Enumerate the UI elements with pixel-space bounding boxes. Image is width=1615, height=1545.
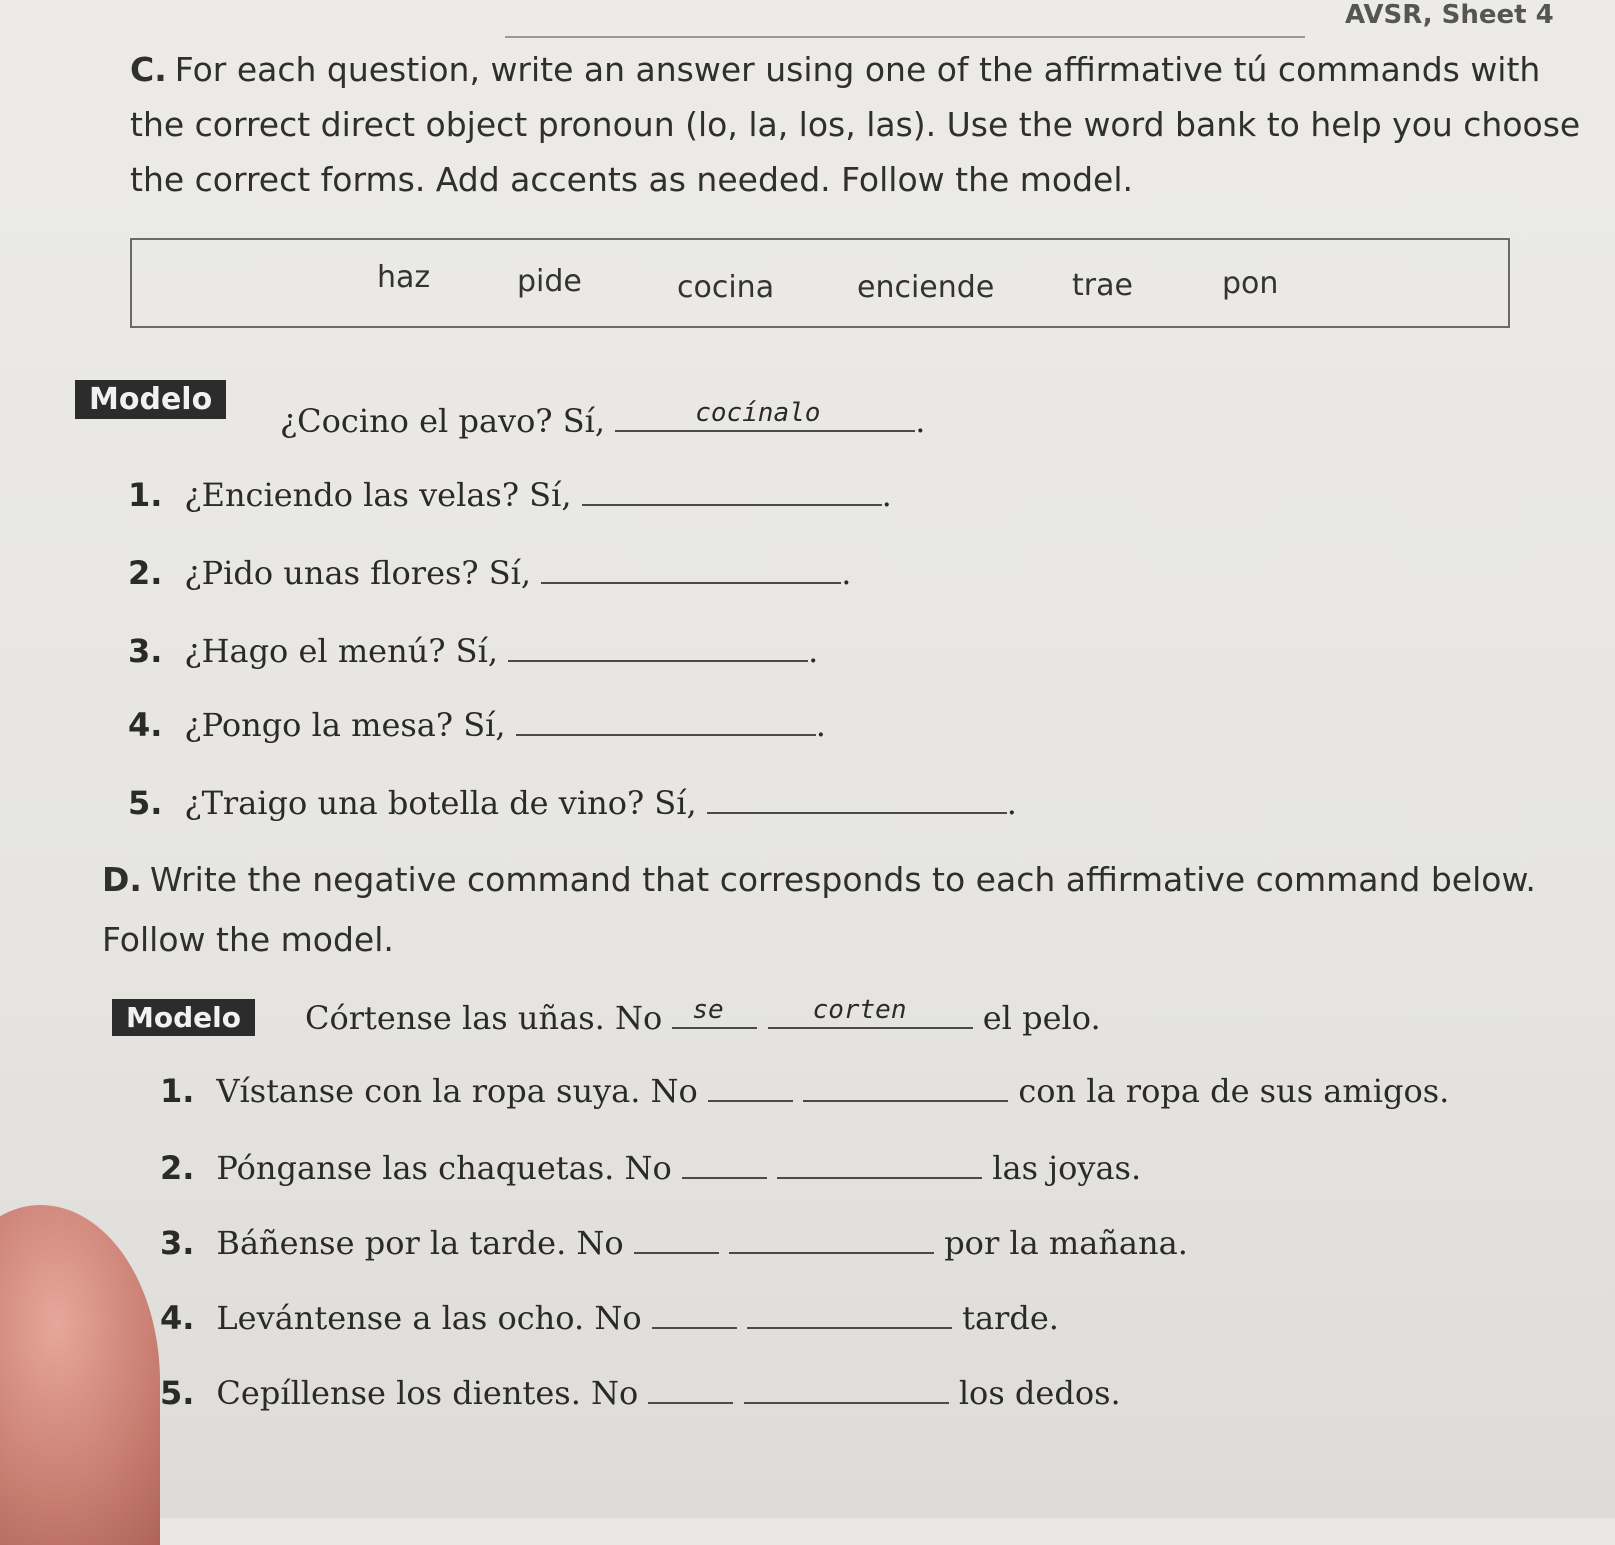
d-item-5 [160, 1370, 1121, 1412]
item-number: 3. [160, 1224, 195, 1262]
period: . [841, 554, 852, 592]
c-item-1 [128, 472, 892, 514]
section-c-instruction-line2: the correct direct object pronoun (lo, la, los, las). Use the word bank to help you choose [130, 105, 1581, 144]
model-c-answer: cocínalo [695, 398, 821, 428]
thumb-image [0, 1205, 160, 1545]
item-prefix: Pónganse las chaquetas. No [216, 1149, 672, 1187]
answer-blank[interactable] [582, 472, 882, 506]
d-item-4 [160, 1295, 1059, 1337]
section-c-text1: For each question, write an answer using one of the affirmative tú commands with [174, 50, 1541, 89]
period: . [915, 402, 926, 440]
item-number: 1. [160, 1072, 195, 1110]
sheet-label: AVSR, Sheet 4 [1345, 0, 1554, 30]
item-question: ¿Pongo la mesa? Sí, [184, 706, 506, 744]
model-d-sentence [305, 995, 1101, 1037]
item-suffix: con la ropa de sus amigos. [1018, 1072, 1450, 1110]
c-item-3 [128, 628, 818, 670]
item-number: 3. [128, 632, 163, 670]
item-number: 2. [160, 1149, 195, 1187]
item-question: ¿Hago el menú? Sí, [184, 632, 498, 670]
period: . [1006, 784, 1017, 822]
word-bank-item: pon [1222, 266, 1279, 301]
word-bank-item: pide [517, 264, 582, 299]
d-item-1 [160, 1068, 1449, 1110]
answer-blank-verb[interactable] [803, 1068, 1008, 1102]
period: . [815, 706, 826, 744]
word-bank-item: haz [377, 260, 431, 295]
answer-blank-pronoun[interactable] [682, 1145, 767, 1179]
word-bank-item: cocina [677, 270, 775, 305]
item-number: 5. [160, 1374, 195, 1412]
model-d-prefix: Córtense las uñas. No [305, 999, 663, 1037]
d-item-3 [160, 1220, 1188, 1262]
item-question: ¿Traigo una botella de vino? Sí, [184, 784, 697, 822]
answer-blank-verb[interactable] [747, 1295, 952, 1329]
period: . [808, 632, 819, 670]
item-number: 1. [128, 476, 163, 514]
d-item-2 [160, 1145, 1141, 1187]
answer-blank-pronoun[interactable] [648, 1370, 733, 1404]
section-d-instruction-line1 [102, 858, 1536, 902]
answer-blank[interactable] [541, 550, 841, 584]
word-bank [130, 238, 1510, 328]
section-d-instruction-line2: Follow the model. [102, 920, 394, 959]
section-c-instruction-line3: the correct forms. Add accents as needed. Follow the model. [130, 160, 1134, 199]
model-d-blank1 [672, 995, 757, 1029]
model-d-answer2: corten [812, 995, 907, 1025]
word-bank-item: trae [1072, 268, 1133, 303]
item-prefix: Vístanse con la ropa suya. No [216, 1072, 698, 1110]
section-d-text1: Write the negative command that corresponds to each affirmative command below. [149, 860, 1536, 899]
modelo-badge-d: Modelo [112, 999, 255, 1036]
answer-blank-pronoun[interactable] [708, 1068, 793, 1102]
answer-blank-verb[interactable] [744, 1370, 949, 1404]
word-bank-item: enciende [857, 270, 995, 305]
item-number: 4. [128, 706, 163, 744]
item-prefix: Báñense por la tarde. No [216, 1224, 624, 1262]
item-question: ¿Enciendo las velas? Sí, [184, 476, 572, 514]
c-item-2 [128, 550, 851, 592]
answer-blank-verb[interactable] [729, 1220, 934, 1254]
item-prefix: Cepíllense los dientes. No [216, 1374, 639, 1412]
section-d-letter: D. [102, 860, 142, 899]
section-c-instruction-line1 [130, 48, 1540, 92]
model-c-question-text: ¿Cocino el pavo? Sí, [280, 402, 606, 440]
item-number: 5. [128, 784, 163, 822]
model-c-answer-blank [615, 398, 915, 432]
c-item-5 [128, 780, 1017, 822]
item-question: ¿Pido unas flores? Sí, [184, 554, 532, 592]
answer-blank[interactable] [508, 628, 808, 662]
answer-blank-verb[interactable] [777, 1145, 982, 1179]
item-number: 4. [160, 1299, 195, 1337]
item-suffix: los dedos. [958, 1374, 1121, 1412]
item-suffix: por la mañana. [944, 1224, 1188, 1262]
item-number: 2. [128, 554, 163, 592]
item-suffix: tarde. [962, 1299, 1059, 1337]
model-d-blank2 [768, 995, 973, 1029]
answer-blank[interactable] [707, 780, 1007, 814]
item-prefix: Levántense a las ocho. No [216, 1299, 642, 1337]
c-item-4 [128, 702, 826, 744]
model-d-suffix: el pelo. [982, 999, 1101, 1037]
model-d-answer1: se [692, 995, 724, 1025]
period: . [881, 476, 892, 514]
answer-blank-pronoun[interactable] [634, 1220, 719, 1254]
section-c-letter: C. [130, 50, 167, 89]
model-c-question [280, 398, 925, 440]
header-rule [505, 36, 1305, 38]
answer-blank-pronoun[interactable] [652, 1295, 737, 1329]
modelo-badge-c: Modelo [75, 380, 226, 419]
item-suffix: las joyas. [992, 1149, 1142, 1187]
answer-blank[interactable] [516, 702, 816, 736]
